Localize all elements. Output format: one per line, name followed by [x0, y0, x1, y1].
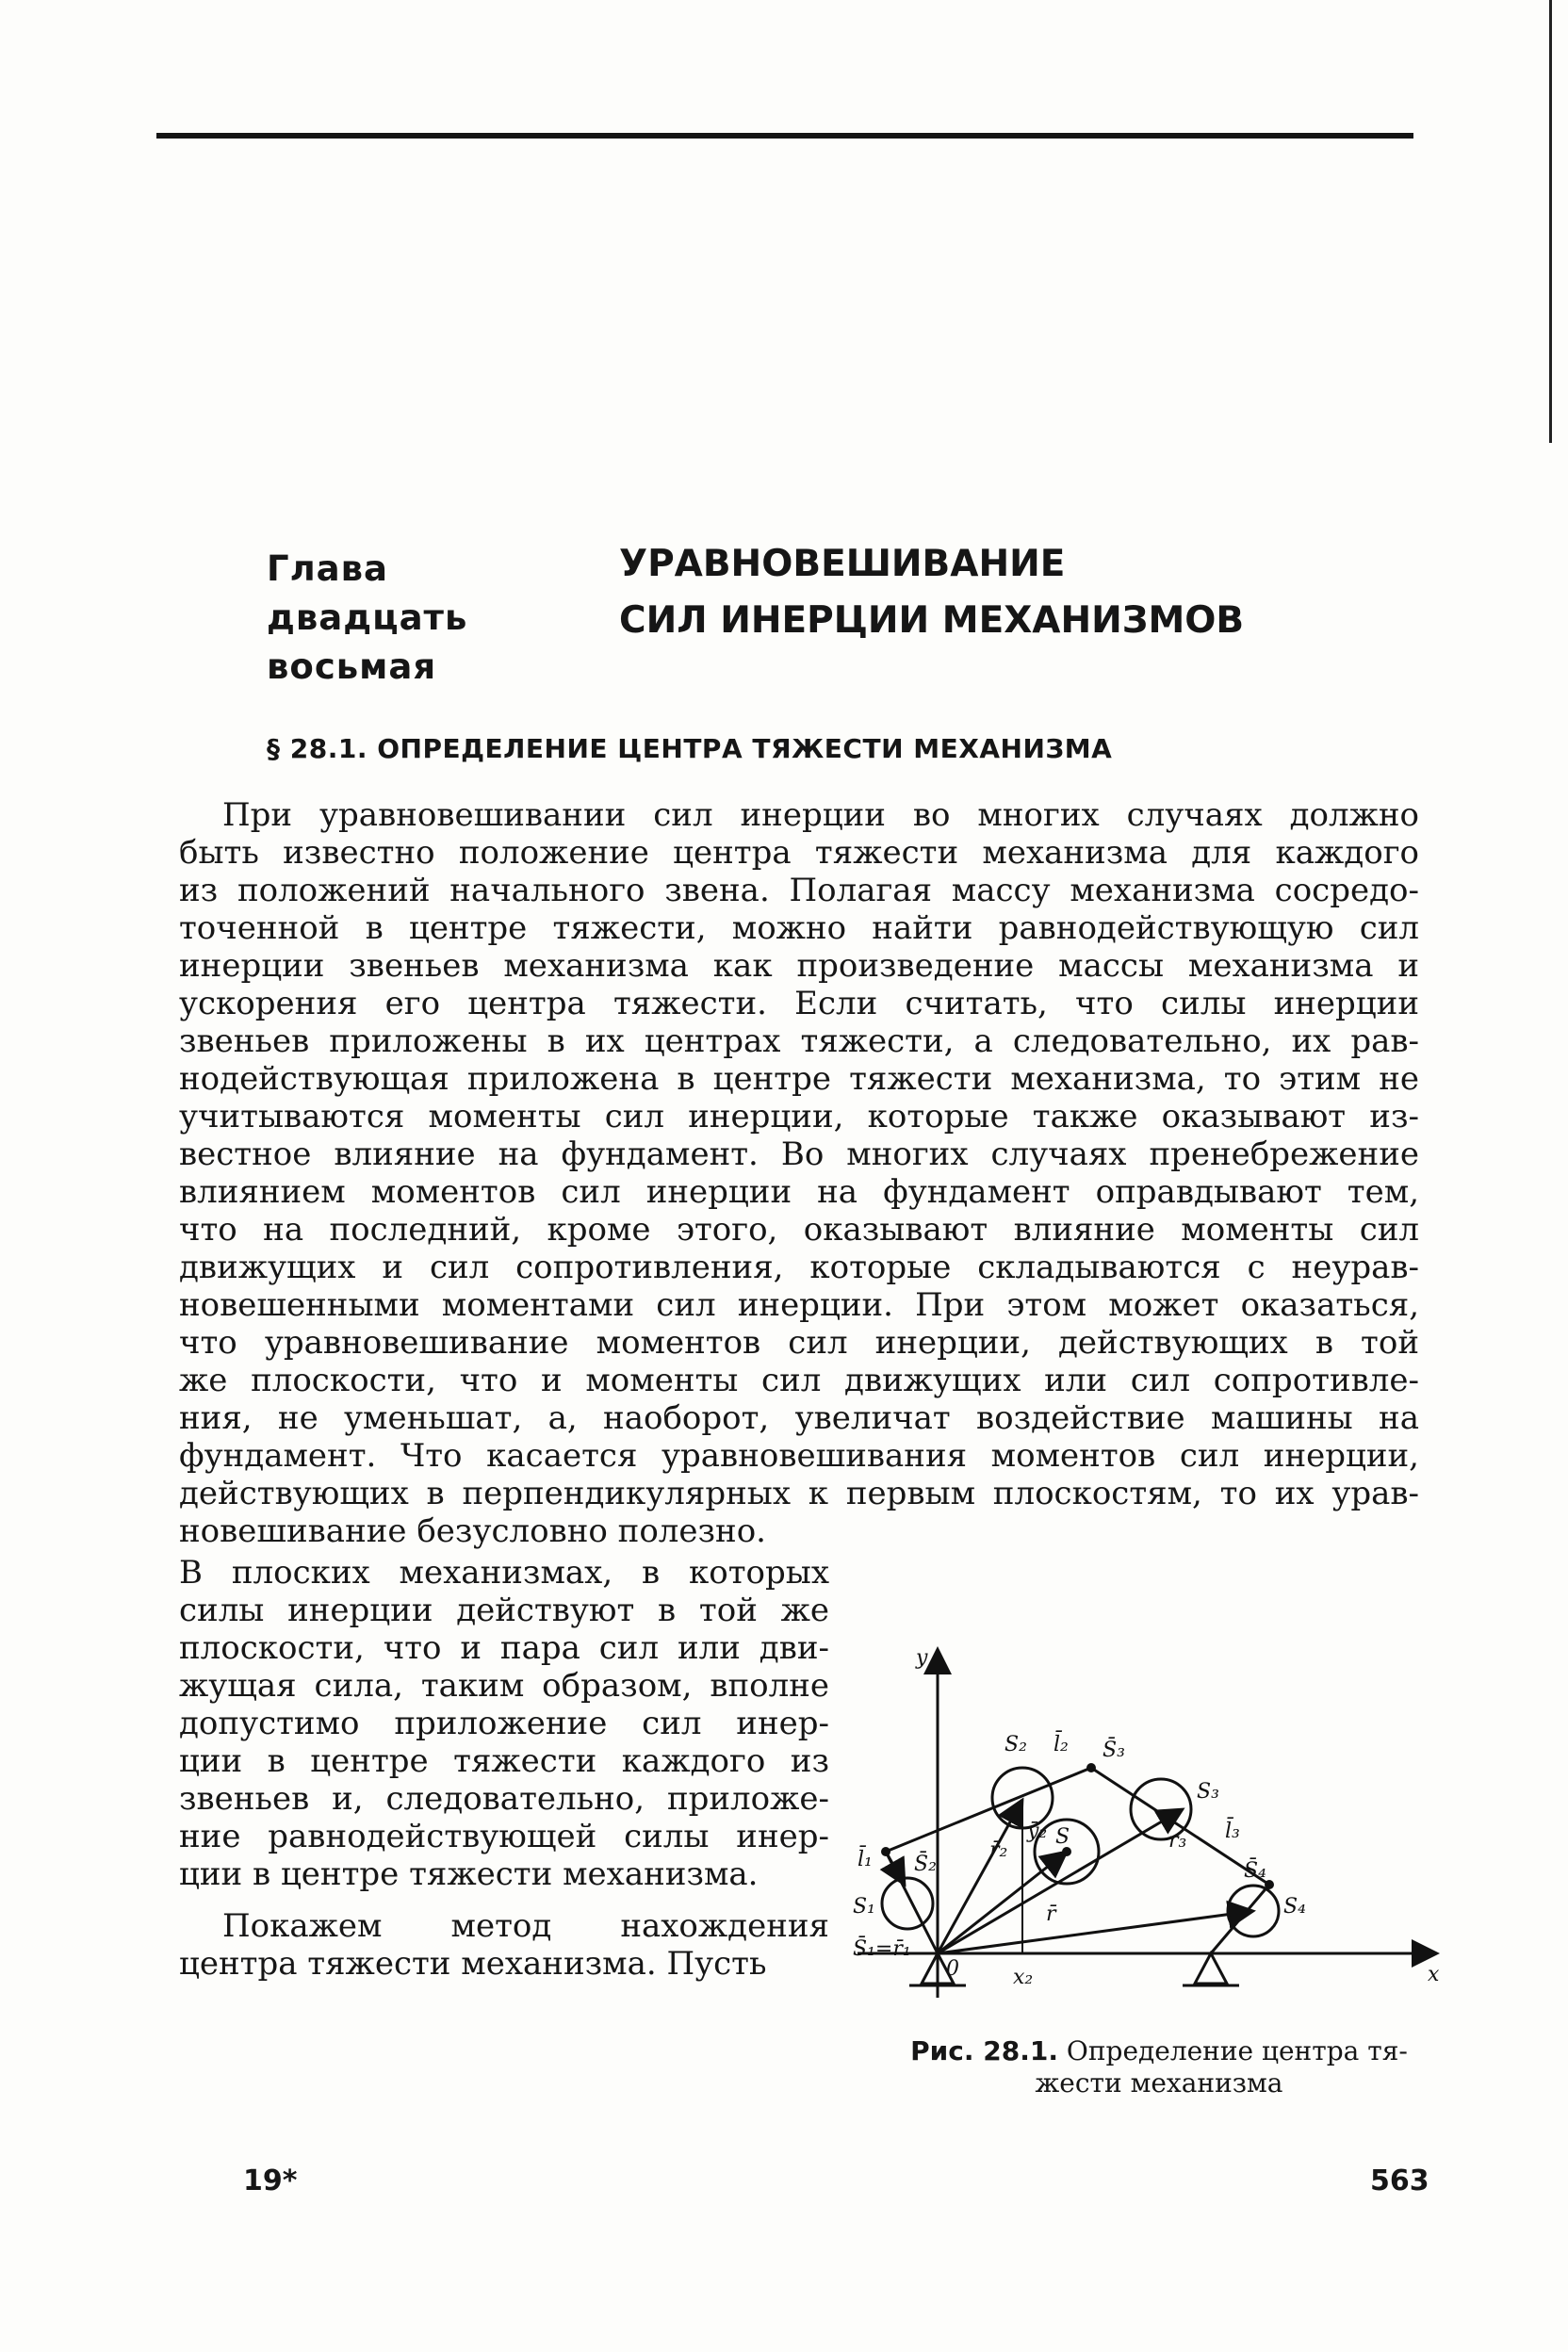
- chapter-label: [267, 545, 467, 692]
- chapter-title-line: СИЛ ИНЕРЦИИ МЕХАНИЗМОВ: [619, 599, 1245, 642]
- label-r2: r̄₂: [989, 1838, 1008, 1862]
- label-s4-bar: S̄₄: [1244, 1859, 1266, 1883]
- signature-mark: 19*: [243, 2164, 298, 2197]
- support-d: [1195, 1953, 1227, 1984]
- column-line: ции в центре тяжести каждого из: [179, 1742, 829, 1780]
- column-line: жущая сила, таким образом, вполне: [179, 1667, 829, 1705]
- label-s3: S₃: [1197, 1780, 1219, 1804]
- label-s2: S₂: [1004, 1733, 1027, 1756]
- mechanism-diagram: [848, 1630, 1451, 2017]
- body-line: же плоскости, что и моменты сил движущих или сил сопротивле-: [179, 1362, 1419, 1399]
- final-line: центра тяжести механизма. Пусть: [179, 1945, 767, 1983]
- body-line: что на последний, кроме этого, оказывают влияние моменты сил: [179, 1211, 1419, 1249]
- caption-text-line-1: Определение центра тя-: [1066, 2035, 1408, 2066]
- body-line: быть известно положение центра тяжести механизма для каждого: [179, 834, 1419, 872]
- caption-prefix: Рис. 28.1.: [910, 2035, 1058, 2066]
- body-line: нодействующая приложена в центре тяжести механизма, то этим не: [179, 1060, 1419, 1098]
- body-line: При уравновешивании сил инерции во многих случаях должно: [222, 796, 1419, 834]
- column-line: допустимо приложение сил инер-: [179, 1705, 829, 1742]
- body-line: новешивание безусловно полезно.: [179, 1512, 766, 1550]
- scan-edge-mark: [1549, 0, 1552, 443]
- label-s1-bar: S̄₂: [914, 1853, 937, 1876]
- column-line: ние равнодействующей силы инер-: [179, 1818, 829, 1855]
- label-l3: l̄₃: [1225, 1820, 1240, 1843]
- label-s4: S₄: [1283, 1895, 1306, 1919]
- body-line: из положений начального звена. Полагая массу механизма сосредо-: [179, 872, 1419, 909]
- mass-circle-s1: [882, 1878, 933, 1929]
- vector-r2: [938, 1800, 1022, 1953]
- label-s1: S₁: [853, 1895, 875, 1919]
- label-s3-bar: S̄₃: [1102, 1739, 1125, 1762]
- label-y2: ȳ₂: [1027, 1820, 1048, 1843]
- chapter-label-line: двадцать: [267, 597, 468, 638]
- label-x2: x₂: [1013, 1966, 1034, 1989]
- column-line: звеньев и, следовательно, приложе-: [179, 1780, 829, 1818]
- joint-s3: [1086, 1763, 1096, 1772]
- column-line: ции в центре тяжести механизма.: [179, 1855, 759, 1893]
- body-line: вестное влияние на фундамент. Во многих случаях пренебрежение: [179, 1135, 1419, 1173]
- column-line: силы инерции действуют в той же: [179, 1592, 829, 1629]
- body-line: учитываются моменты сил инерции, которые также оказывают из-: [179, 1098, 1419, 1135]
- body-line: звеньев приложены в их центрах тяжести, а следовательно, их рав-: [179, 1022, 1419, 1060]
- label-r: r̄: [1046, 1903, 1056, 1926]
- body-line: движущих и сил сопротивления, которые складываются с неурав-: [179, 1249, 1419, 1286]
- label-o: 0: [946, 1957, 959, 1981]
- body-line: влиянием моментов сил инерции на фундамент оправдывают тем,: [179, 1173, 1419, 1211]
- label-l1: l̄₁: [858, 1848, 873, 1871]
- body-line: ускорения его центра тяжести. Если считать, что силы инерции: [179, 985, 1419, 1022]
- label-s1-r1: S̄₁=r̄₁: [853, 1937, 911, 1961]
- body-line: ния, не уменьшат, а, наоборот, увеличат воздействие машины на: [179, 1399, 1419, 1437]
- final-line: Покажем метод нахождения: [222, 1907, 829, 1945]
- section-title: § 28.1. ОПРЕДЕЛЕНИЕ ЦЕНТРА ТЯЖЕСТИ МЕХАНИЗМА: [267, 733, 1113, 764]
- top-rule: [156, 133, 1413, 139]
- column-line: В плоских механизмах, в которых: [179, 1554, 829, 1592]
- chapter-title: [619, 536, 1244, 649]
- chapter-label-line: Глава: [267, 548, 389, 589]
- label-y: y: [916, 1646, 928, 1670]
- chapter-title-line: УРАВНОВЕШИВАНИЕ: [619, 543, 1066, 585]
- label-s: S: [1055, 1825, 1070, 1849]
- label-r3: r₃: [1168, 1829, 1187, 1853]
- joint-l1: [881, 1847, 890, 1856]
- column-line: плоскости, что и пара сил или дви-: [179, 1629, 829, 1667]
- page-number: 563: [1370, 2164, 1429, 2197]
- body-line: точенной в центре тяжести, можно найти равнодействующую сил: [179, 909, 1419, 947]
- body-line: новешенными моментами сил инерции. При этом может оказаться,: [179, 1286, 1419, 1324]
- body-line: действующих в перпендикулярных к первым плоскостям, то их урав-: [179, 1475, 1419, 1512]
- label-x: x: [1428, 1963, 1440, 1986]
- body-line: фундамент. Что касается уравновешивания моментов сил инерции,: [179, 1437, 1419, 1475]
- figure-caption: [876, 2035, 1442, 2099]
- body-line: инерции звеньев механизма как произведение массы механизма и: [179, 947, 1419, 985]
- caption-text-line-2: жести механизма: [1035, 2067, 1283, 2099]
- chapter-label-line: восьмая: [267, 646, 437, 687]
- body-line: что уравновешивание моментов сил инерции, действующих в той: [179, 1324, 1419, 1362]
- label-l2: l̄₂: [1054, 1733, 1069, 1756]
- link-4: [1211, 1885, 1269, 1953]
